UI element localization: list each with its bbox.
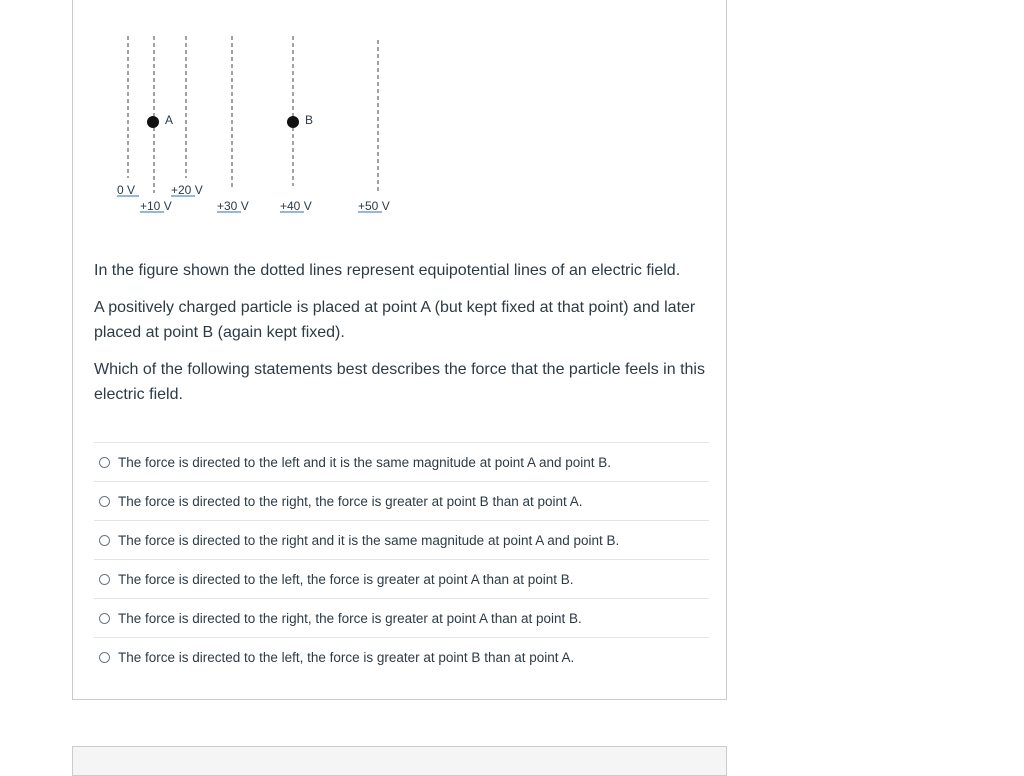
- question-card: [72, 0, 727, 700]
- radio-button[interactable]: [99, 652, 110, 663]
- label-30v: +30 V: [217, 199, 249, 213]
- answer-option[interactable]: [94, 637, 709, 676]
- answer-option[interactable]: [94, 442, 709, 481]
- question-text: [94, 258, 714, 419]
- answer-option[interactable]: [94, 559, 709, 598]
- equipotential-figure: [73, 0, 728, 238]
- radio-button[interactable]: [99, 457, 110, 468]
- question-paragraph: Which of the following statements best describes the force that the particle feels in this electric field.: [94, 361, 705, 403]
- answer-option[interactable]: [94, 520, 709, 559]
- answer-label: The force is directed to the left, the force is greater at point A than at point B.: [118, 571, 574, 587]
- next-question-card: [72, 746, 727, 776]
- radio-button[interactable]: [99, 613, 110, 624]
- label-0v: 0 V: [117, 183, 136, 197]
- point-b-label: B: [305, 113, 314, 127]
- answer-option[interactable]: [94, 598, 709, 637]
- label-40v: +40 V: [280, 199, 312, 213]
- radio-button[interactable]: [99, 574, 110, 585]
- answer-list: [94, 442, 709, 676]
- label-20v: +20 V: [171, 183, 203, 197]
- point-a-marker: [147, 116, 159, 128]
- answer-label: The force is directed to the right, the force is greater at point B than at point A.: [118, 493, 583, 509]
- question-paragraph: A positively charged particle is placed at point A (but kept fixed at that point) and later placed at point B (again kept fixed).: [94, 299, 696, 341]
- question-paragraph: In the figure shown the dotted lines represent equipotential lines of an electric field.: [94, 262, 681, 279]
- radio-button[interactable]: [99, 535, 110, 546]
- point-b-marker: [287, 116, 299, 128]
- radio-button[interactable]: [99, 496, 110, 507]
- label-10v: +10 V: [140, 199, 172, 213]
- answer-label: The force is directed to the right and it is the same magnitude at point A and point B.: [118, 532, 620, 548]
- answer-label: The force is directed to the left and it is the same magnitude at point A and point B.: [118, 454, 612, 470]
- answer-label: The force is directed to the right, the force is greater at point A than at point B.: [118, 610, 582, 626]
- point-a-label: A: [165, 113, 174, 127]
- answer-label: The force is directed to the left, the force is greater at point B than at point A.: [118, 649, 575, 665]
- label-50v: +50 V: [358, 199, 390, 213]
- answer-option[interactable]: [94, 481, 709, 520]
